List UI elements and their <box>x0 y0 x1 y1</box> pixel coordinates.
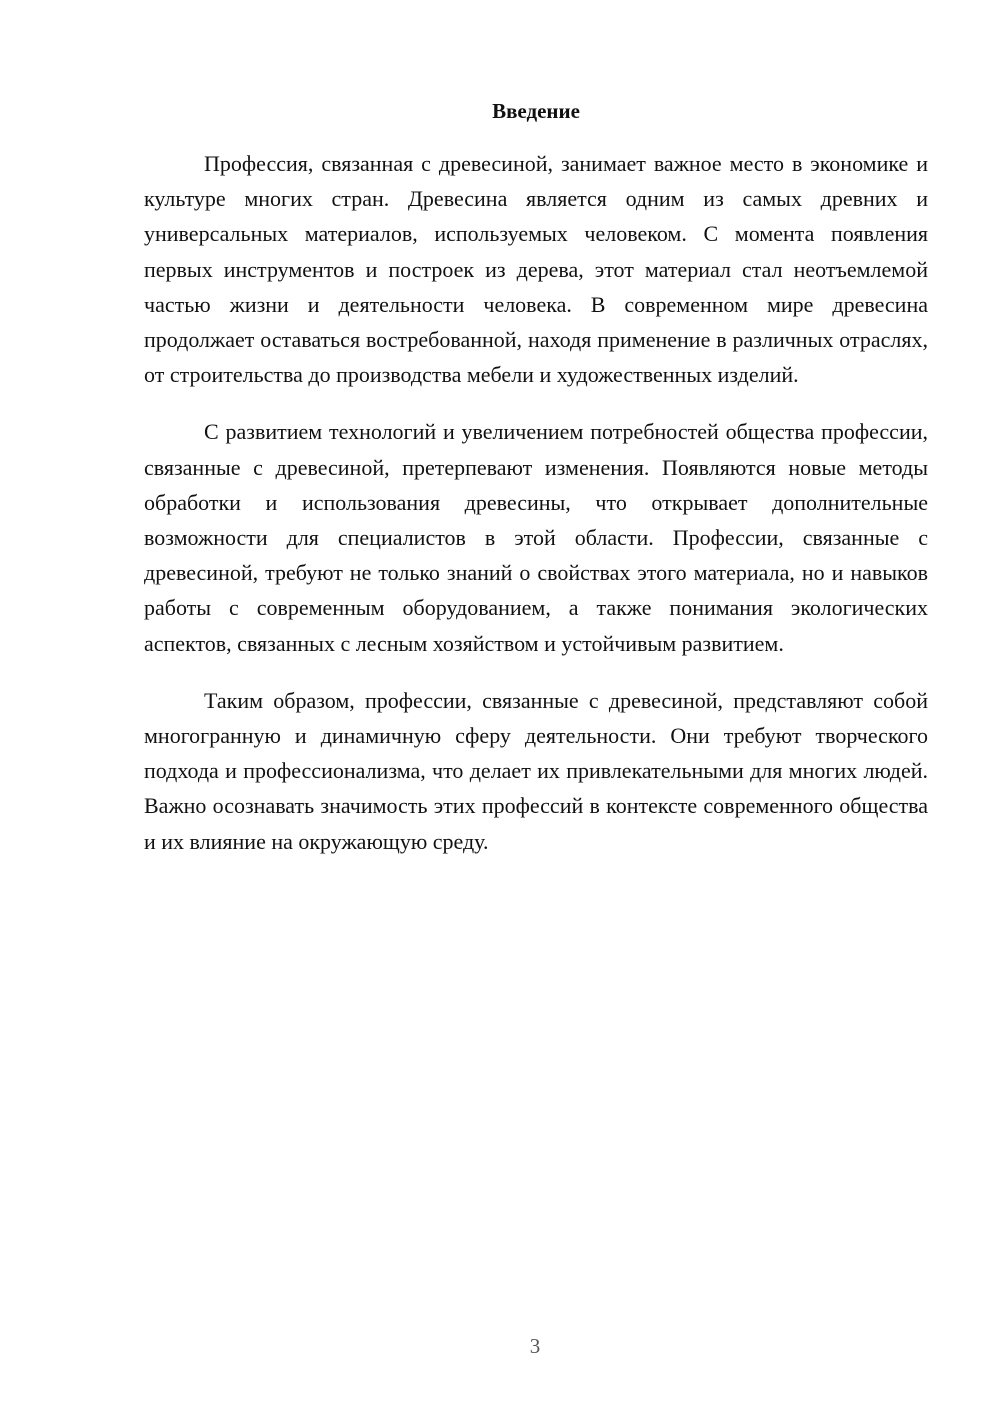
page-number: 3 <box>529 1334 541 1358</box>
page-content <box>144 94 928 881</box>
paragraph-2: С развитием технологий и увеличением потребностей общества профессии, связанные с древесиной, претерпевают изменения. Появляются новые методы обработки и использования древесины, что открывает дополнительные возможности для специалистов в этой области. Профессии, связанные с древесиной, требуют не только знаний о свойствах этого материала, но и навыков работы с современным оборудованием, а также понимания экологических аспектов, связанных с лесным хозяйством и устойчивым развитием. <box>144 419 928 656</box>
section-heading: Введение <box>492 99 580 123</box>
paragraph-1: Профессия, связанная с древесиной, занимает важное место в экономике и культуре многих стран. Древесина является одним из самых древних и универсальных материалов, используемых человеком. С момента появления первых инструментов и построек из дерева, этот материал стал неотъемлемой частью жизни и деятельности человека. В современном мире древесина продолжает оставаться востребованной, находя применение в различных отраслях, от строительства до производства мебели и художественных изделий. <box>144 151 928 388</box>
paragraph-3: Таким образом, профессии, связанные с древесиной, представляют собой многогранную и динамичную сферу деятельности. Они требуют творческого подхода и профессионализма, что делает их привлекательными для многих людей. Важно осознавать значимость этих профессий в контексте современного общества и их влияние на окружающую среду. <box>144 687 928 854</box>
